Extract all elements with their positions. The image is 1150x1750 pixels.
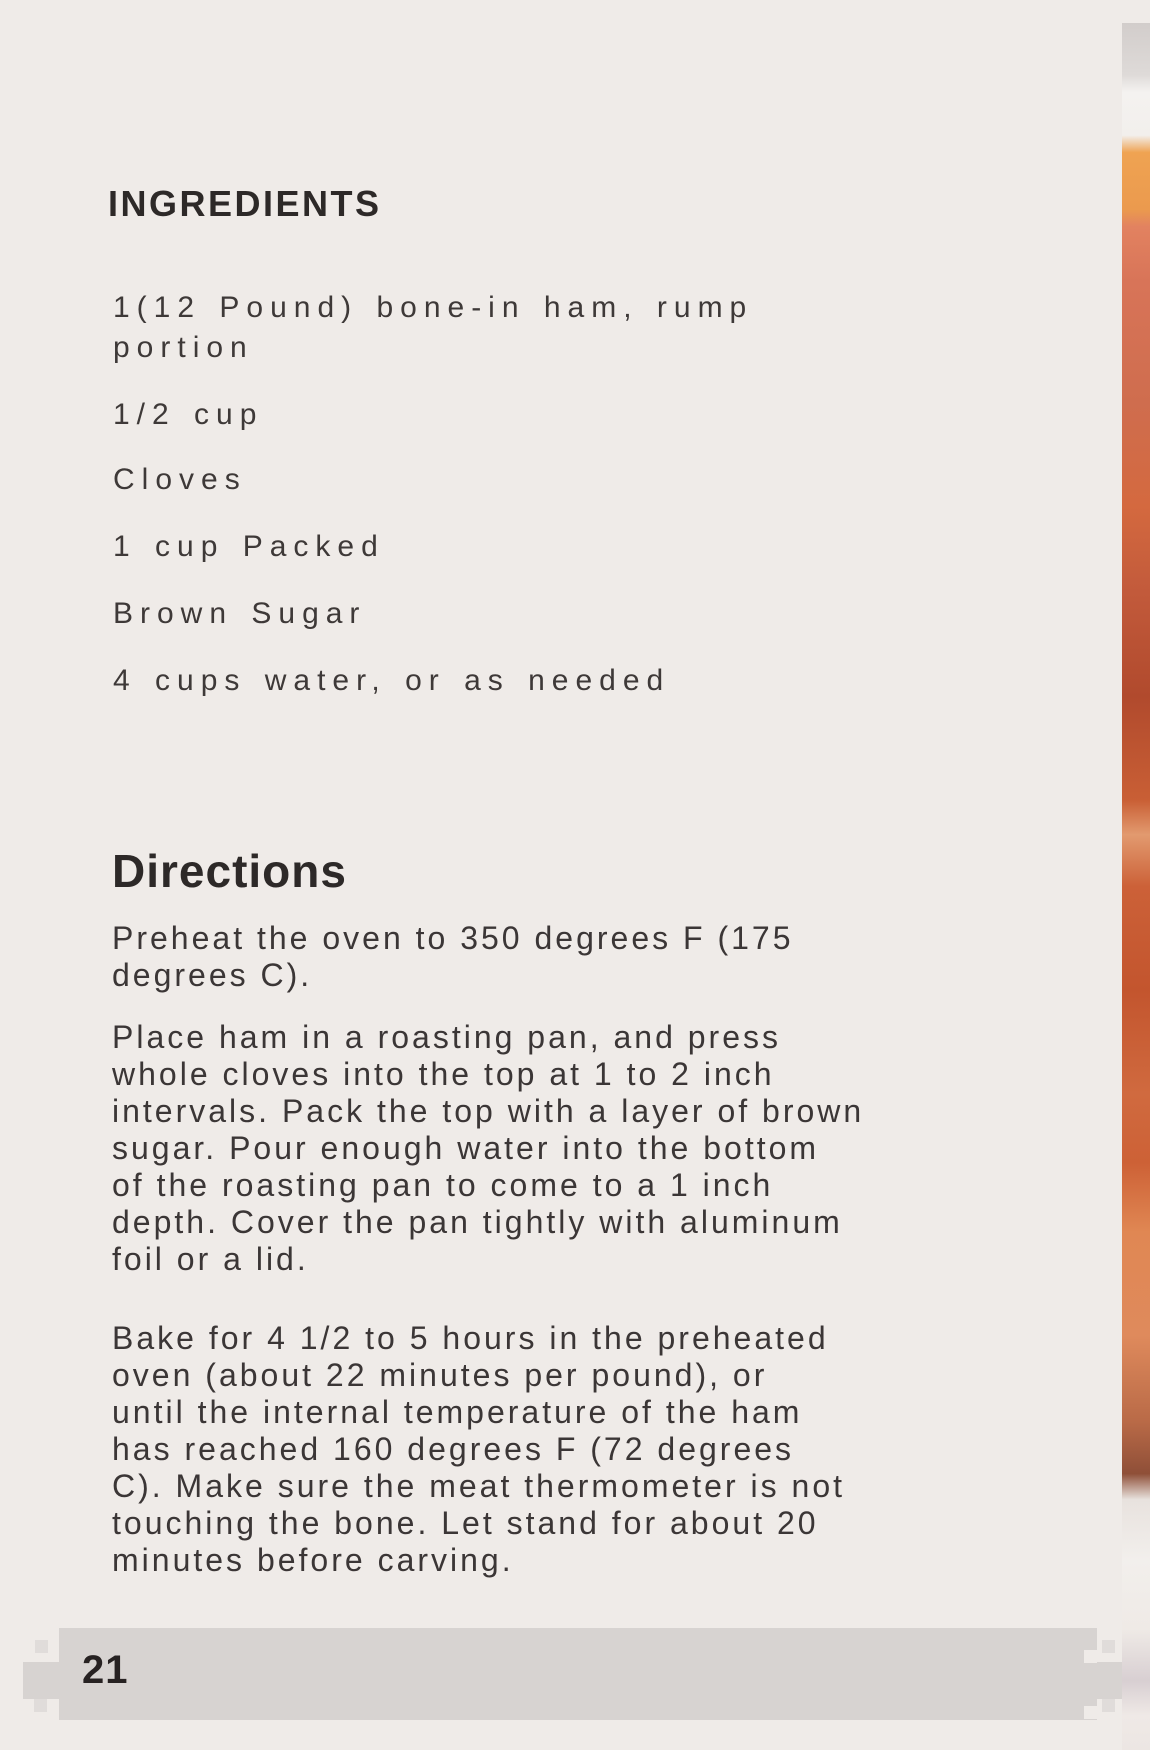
ham-photo [1122,23,1150,1750]
ingredient-line: 1(12 Pound) bone-in ham, rump [113,291,754,324]
direction-line: foil or a lid. [112,1241,309,1277]
directions-heading: Directions [112,845,347,897]
ingredient-line: 1/2 cup [113,398,264,431]
direction-line: until the internal temperature of the ham [112,1394,803,1430]
direction-line: has reached 160 degrees F (72 degrees [112,1431,795,1467]
direction-line: oven (about 22 minutes per pound), or [112,1357,768,1393]
ingredient-line: 1 cup Packed [113,530,385,563]
direction-line: degrees C). [112,957,313,993]
ingredient-line: 4 cups water, or as needed [113,664,671,697]
pixel-decoration [35,1640,48,1653]
direction-line: touching the bone. Let stand for about 20 [112,1505,819,1541]
footer-bar [59,1628,1097,1720]
direction-line: C). Make sure the meat thermometer is not [112,1468,845,1504]
ingredient-line: Cloves [113,463,247,496]
pixel-decoration [1102,1699,1115,1712]
pixel-decoration [34,1699,47,1712]
direction-line: minutes before carving. [112,1542,514,1578]
ingredient-line: Brown Sugar [113,597,367,630]
direction-line: whole cloves into the top at 1 to 2 inch [112,1056,775,1092]
direction-line: Place ham in a roasting pan, and press [112,1019,781,1055]
pixel-notch [1084,1706,1097,1719]
pixel-decoration [1102,1640,1115,1653]
pixel-notch [1084,1650,1097,1663]
page-number: 21 [82,1648,129,1692]
direction-line: sugar. Pour enough water into the bottom [112,1130,820,1166]
ingredients-heading: INGREDIENTS [108,183,382,224]
direction-line: of the roasting pan to come to a 1 inch [112,1167,774,1203]
direction-line: depth. Cover the pan tightly with aluminum [112,1204,843,1240]
ingredient-line: portion [113,331,254,364]
pixel-decoration [23,1662,60,1699]
direction-line: Preheat the oven to 350 degrees F (175 [112,920,794,956]
direction-line: Bake for 4 1/2 to 5 hours in the preheated [112,1320,829,1356]
direction-line: intervals. Pack the top with a layer of brown [112,1093,865,1129]
